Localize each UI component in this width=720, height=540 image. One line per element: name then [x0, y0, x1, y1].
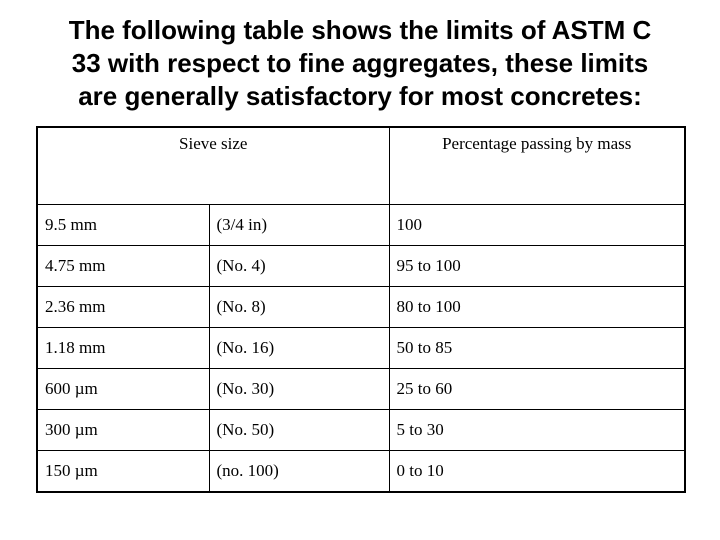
table-row: [37, 205, 685, 246]
grading-limits-table: [36, 126, 686, 493]
cell-metric-size: 1.18 mm: [37, 328, 209, 369]
table-row: [37, 410, 685, 451]
cell-percent-passing: 80 to 100: [389, 287, 685, 328]
cell-percent-passing: 50 to 85: [389, 328, 685, 369]
header-sieve-size: Sieve size: [37, 127, 389, 205]
table-row: [37, 246, 685, 287]
cell-metric-size: 300 µm: [37, 410, 209, 451]
title-line-2: 33 with respect to fine aggregates, these limits: [71, 48, 649, 78]
cell-imperial-size: (No. 50): [209, 410, 389, 451]
table-row: [37, 369, 685, 410]
cell-imperial-size: (No. 16): [209, 328, 389, 369]
cell-percent-passing: 95 to 100: [389, 246, 685, 287]
cell-imperial-size: (no. 100): [209, 451, 389, 493]
title-line-1: The following table shows the limits of ASTM C: [68, 15, 652, 45]
cell-percent-passing: 0 to 10: [389, 451, 685, 493]
title-line-3: are generally satisfactory for most concretes:: [78, 81, 642, 111]
table-header-row: [37, 127, 685, 205]
table-row: [37, 451, 685, 493]
table-row: [37, 328, 685, 369]
cell-metric-size: 600 µm: [37, 369, 209, 410]
table-row: [37, 287, 685, 328]
slide-title: [20, 14, 700, 113]
cell-percent-passing: 25 to 60: [389, 369, 685, 410]
cell-imperial-size: (3/4 in): [209, 205, 389, 246]
header-percentage-passing: Percentage passing by mass: [389, 127, 685, 205]
cell-imperial-size: (No. 30): [209, 369, 389, 410]
cell-metric-size: 150 µm: [37, 451, 209, 493]
cell-metric-size: 4.75 mm: [37, 246, 209, 287]
cell-metric-size: 9.5 mm: [37, 205, 209, 246]
cell-imperial-size: (No. 4): [209, 246, 389, 287]
cell-metric-size: 2.36 mm: [37, 287, 209, 328]
cell-percent-passing: 5 to 30: [389, 410, 685, 451]
cell-percent-passing: 100: [389, 205, 685, 246]
cell-imperial-size: (No. 8): [209, 287, 389, 328]
